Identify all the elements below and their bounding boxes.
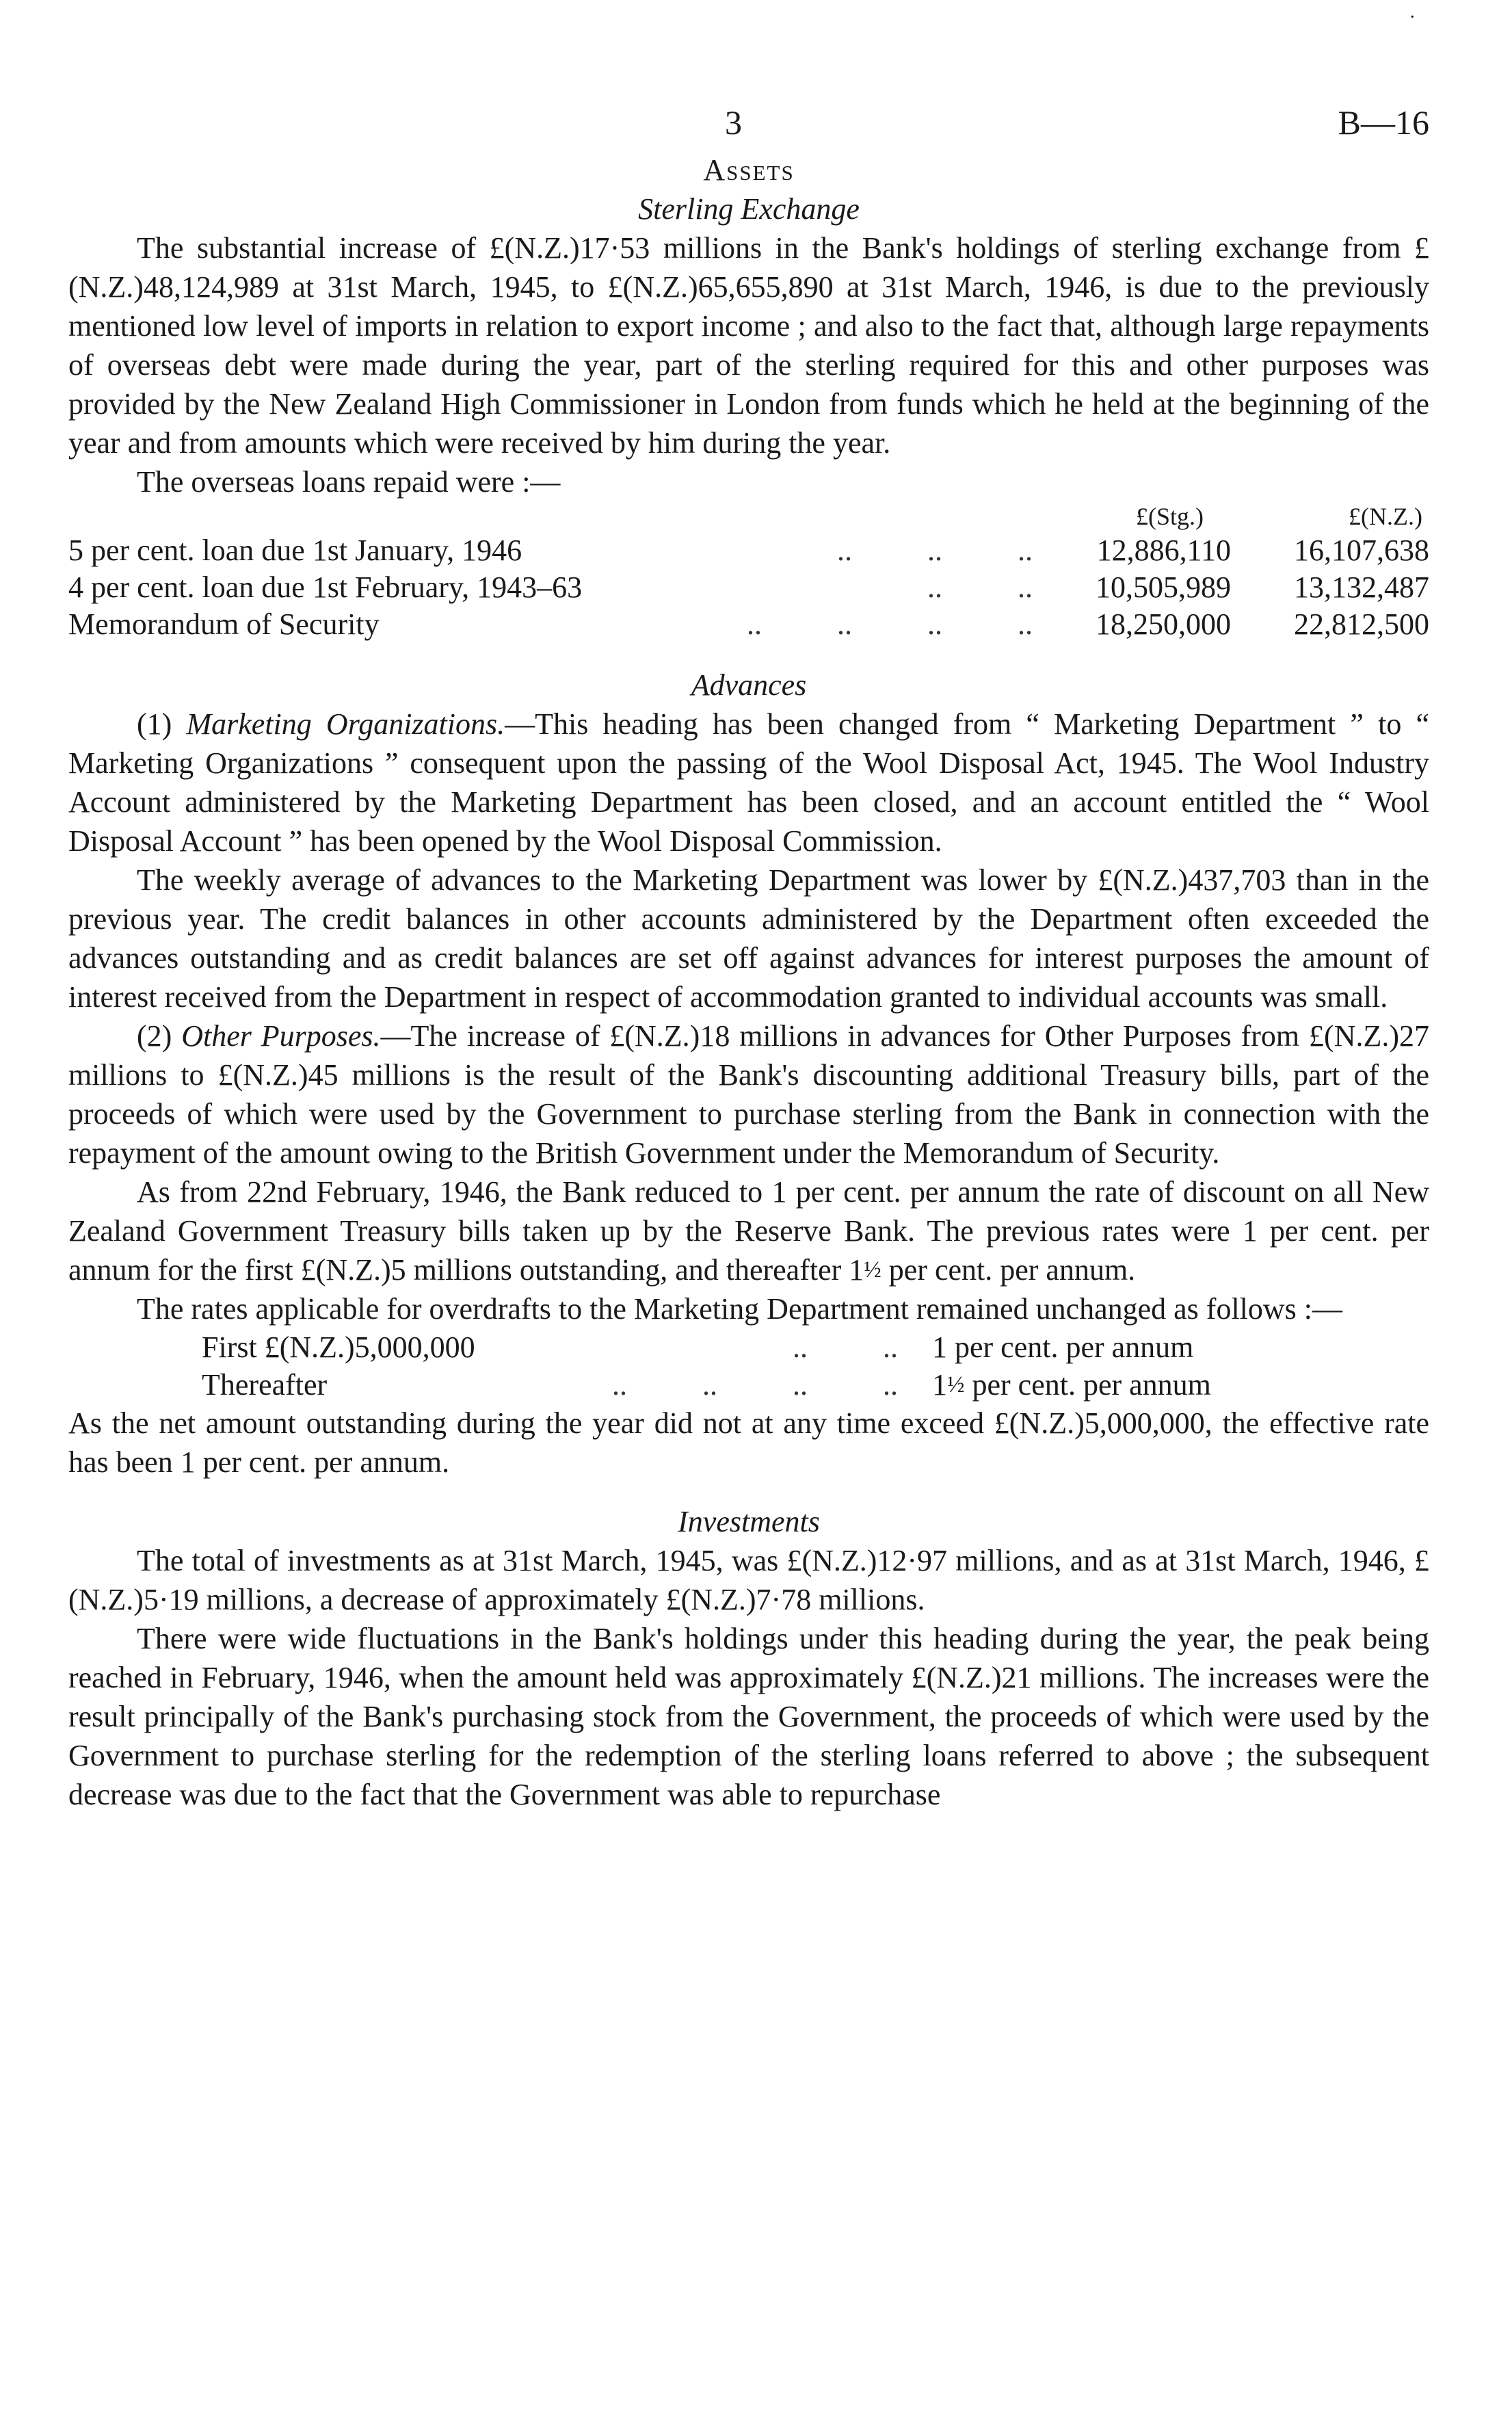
other-purposes-title: Other Purposes. bbox=[181, 1019, 381, 1053]
weekly-average-paragraph: The weekly average of advances to the Marketing Department was lower by £(N.Z.)437,703 than in the previous year. The credit balances in other accounts administered by the Department often exceeded the advances outstanding and as credit balances are set off against advances for interest purposes the amount of interest received from the Department in respect of accommodation granted to individual accounts was small. bbox=[68, 863, 1429, 1014]
discount-rate-end: per cent. per annum. bbox=[881, 1253, 1136, 1287]
col-header-nz: £(N.Z.) bbox=[1349, 503, 1422, 530]
loan-nz-amount: 22,812,500 bbox=[1294, 607, 1429, 641]
page-number: 3 bbox=[725, 103, 742, 142]
loan-row bbox=[68, 605, 1429, 642]
leader-dots: .. .. .. bbox=[837, 533, 1033, 567]
marketing-organizations-text: —This heading has been changed from “ Marketing Department ” to “ Marketing Organizations ” consequent upon the passing of the Wool Disposal Act, 1945. The Wool Industry Account administered by the Marketing Department has been closed, and an account entitled the “ Wool Disposal Account ” has been opened by the Wool Disposal Commission. bbox=[68, 707, 1430, 858]
rate-value bbox=[932, 1328, 1315, 1366]
discount-rate-text: As from 22nd February, 1946, the Bank reduced to 1 per cent. per annum the rate of discount on all New Zealand Government Treasury bills taken up by the Reserve Bank. The previous rates were 1 per cent. per annum for the first £(N.Z.)5 millions outstanding, and thereafter bbox=[68, 1175, 1429, 1287]
overdraft-rates-table bbox=[202, 1328, 1315, 1404]
leader-dots: .. .. .. .. bbox=[612, 1368, 898, 1402]
loan-nz-amount: 16,107,638 bbox=[1294, 533, 1429, 567]
rate-fraction: ½ bbox=[864, 1257, 881, 1283]
investments-fluctuations-paragraph: There were wide fluctuations in the Bank's holdings under this heading during the year, the peak being reached in February, 1946, when the amount held was approximately £(N.Z.)21 millions. The increases were the result principally of the Bank's purchasing stock from the Government, the proceeds of which were used by the Government to purchase sterling for the redemption of the sterling loans referred to above ; the subsequent decrease was due to the fact that the Government was able to repurchase bbox=[68, 1622, 1429, 1811]
assets-heading: Assets bbox=[703, 153, 795, 187]
col-header-stg: £(Stg.) bbox=[1136, 503, 1204, 530]
rate-fraction: ½ bbox=[947, 1372, 965, 1397]
effective-rate-paragraph: As the net amount outstanding during the year did not at any time exceed £(N.Z.)5,000,000, the effective rate has been 1 per cent. per annum. bbox=[68, 1406, 1429, 1479]
loan-label: 5 per cent. loan due 1st January, 1946 bbox=[68, 533, 522, 567]
rate-row bbox=[202, 1366, 1315, 1404]
leader-dots: .. .. bbox=[927, 570, 1033, 604]
rate-text: per cent. per annum bbox=[947, 1330, 1194, 1364]
other-purposes-paragraph bbox=[68, 1016, 1429, 1172]
other-purposes-text: —The increase of £(N.Z.)18 millions in advances for Other Purposes from £(N.Z.)27 millions to £(N.Z.)45 millions is the result of the Bank's discounting additional Treasury bills, part of the proceeds of which were used by the Government to purchase sterling from the Bank in connection with the repayment of the amount owing to the British Government under the Memorandum of Security. bbox=[68, 1019, 1430, 1170]
sterling-exchange-heading: Sterling Exchange bbox=[638, 192, 860, 226]
loans-table-header bbox=[68, 501, 1429, 531]
loan-stg-amount: 12,886,110 bbox=[1096, 533, 1231, 567]
investments-total-paragraph: The total of investments as at 31st March, 1945, was £(N.Z.)12·97 millions, and as at 31st March, 1946, £(N.Z.)5·19 millions, a decrease of approximately £(N.Z.)7·78 millions. bbox=[68, 1544, 1429, 1616]
page-header bbox=[68, 0, 1429, 150]
loan-label: 4 per cent. loan due 1st February, 1943–63 bbox=[68, 570, 583, 604]
overseas-loans-table bbox=[68, 501, 1429, 642]
investments-heading: Investments bbox=[678, 1505, 820, 1538]
rate-value bbox=[932, 1366, 1315, 1404]
loan-nz-amount: 13,132,487 bbox=[1294, 570, 1429, 604]
rate-whole: 1 bbox=[932, 1330, 947, 1364]
advances-heading: Advances bbox=[691, 668, 807, 702]
leader-dots: .. .. .. .. bbox=[747, 607, 1033, 641]
rate-whole: 1 bbox=[932, 1368, 947, 1402]
rate-label: First £(N.Z.)5,000,000 bbox=[202, 1330, 475, 1364]
leader-dots: .. .. bbox=[793, 1330, 898, 1364]
rate-text: per cent. per annum bbox=[964, 1368, 1211, 1402]
document-reference: B—16 bbox=[1338, 103, 1429, 142]
rate-row bbox=[202, 1328, 1315, 1366]
discount-rate-paragraph bbox=[68, 1172, 1429, 1289]
loan-stg-amount: 18,250,000 bbox=[1096, 607, 1231, 641]
document-page bbox=[68, 0, 1429, 1814]
loan-row bbox=[68, 568, 1429, 605]
loan-row bbox=[68, 531, 1429, 568]
para-number: (1) bbox=[137, 707, 172, 741]
overdraft-rates-intro: The rates applicable for overdrafts to the Marketing Department remained unchanged as follows :— bbox=[137, 1292, 1343, 1326]
para-number: (2) bbox=[137, 1019, 172, 1053]
loan-label: Memorandum of Security bbox=[68, 607, 380, 641]
sterling-exchange-paragraph: The substantial increase of £(N.Z.)17·53 millions in the Bank's holdings of sterling exchange from £(N.Z.)48,124,989 at 31st March, 1945, to £(N.Z.)65,655,890 at 31st March, 1946, is due to the previously mentioned low level of imports in relation to export income ; and also to the fact that, although large repayments of overseas debt were made during the year, part of the sterling required for this and other purposes was provided by the New Zealand High Commissioner in London from funds which he held at the beginning of the year and from amounts which were received by him during the year. bbox=[68, 231, 1429, 460]
loan-stg-amount: 10,505,989 bbox=[1096, 570, 1231, 604]
marketing-organizations-title: Marketing Organizations. bbox=[186, 707, 505, 741]
marketing-organizations-paragraph bbox=[68, 705, 1429, 860]
rate-label: Thereafter bbox=[202, 1368, 328, 1402]
corner-mark: · bbox=[1409, 7, 1416, 28]
rate-whole: 1 bbox=[849, 1253, 864, 1287]
loans-intro: The overseas loans repaid were :— bbox=[137, 465, 561, 499]
